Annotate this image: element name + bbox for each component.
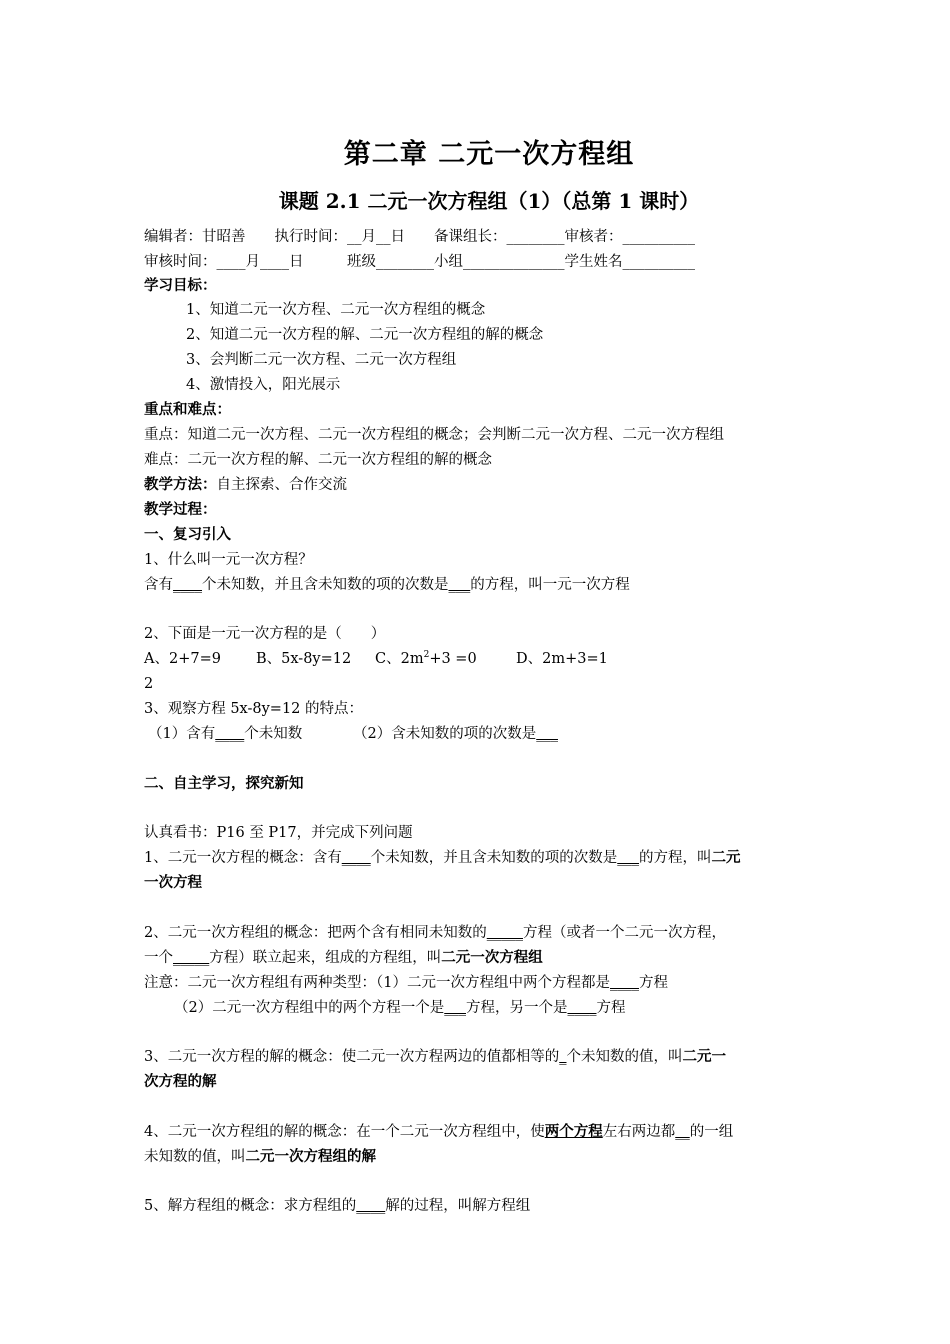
method-line [144, 475, 347, 495]
goal-item: 2、知道二元一次方程的解、二元一次方程组的解的概念 [186, 327, 544, 343]
text: 3、二元一次方程的解的概念：使二元一次方程两边的值都相等的 [144, 1049, 560, 1065]
text: 含有 [144, 577, 173, 593]
text: 解的过程，叫解方程组 [385, 1198, 531, 1214]
text: 1、二元一次方程的概念：含有 [144, 850, 342, 866]
concept-1-cont: 一次方程 [144, 874, 202, 891]
text: C、2m [375, 651, 424, 667]
meta-line-1: 编辑者：甘昭善 执行时间：__月__日 备课组长：________审核者：__________ [144, 229, 695, 245]
blank: ___ [448, 577, 471, 593]
concept-4-cont [144, 1147, 376, 1167]
blank: _____ [173, 950, 210, 966]
concept-5 [144, 1196, 530, 1216]
blank: ____ [609, 975, 639, 991]
concept-4 [144, 1122, 733, 1142]
concept-3 [144, 1047, 726, 1067]
text: 个未知数，并且含未知数的项的次数是 [370, 850, 618, 866]
text: 方程，另一个是 [465, 1000, 568, 1016]
goal-item: 3、会判断二元一次方程、二元一次方程组 [186, 352, 457, 368]
option-b: B、5x-8y=12 [256, 651, 352, 667]
text: 一个 [144, 950, 173, 966]
text: 方程（或者一个二元一次方程， [522, 925, 726, 941]
option-a: A、2+7=9 [144, 651, 221, 667]
text: +3 =0 [429, 651, 477, 667]
text: 2、二元一次方程组的概念：把两个含有相同未知数的 [144, 925, 487, 941]
text: 左右两边都 [602, 1124, 676, 1140]
stray-text: 2 [144, 676, 154, 692]
blank: ___ [617, 850, 639, 866]
text: 5、解方程组的概念：求方程组的 [144, 1198, 357, 1214]
text: 方程 [596, 1000, 626, 1016]
goals-heading: 学习目标： [144, 277, 217, 294]
blank: ___ [536, 726, 558, 742]
text: 的方程，叫一元一次方程 [470, 577, 630, 593]
goal-item: 4、激情投入，阳光展示 [186, 377, 341, 393]
text: 4、二元一次方程组的解的概念：在一个二元一次方程组中，使 [144, 1124, 545, 1140]
bold-term: 两个方程 [544, 1123, 603, 1140]
text: 的方程，叫 [638, 850, 712, 866]
text: 未知数的值，叫 [144, 1149, 246, 1165]
chapter-title: 第二章 二元一次方程组 [343, 139, 635, 170]
blank: ___ [444, 1000, 466, 1016]
text: 的一组 [689, 1124, 734, 1140]
text: （1）含有 [148, 726, 216, 742]
bold-term: 二元一次方程组的解 [245, 1148, 376, 1165]
process-heading: 教学过程： [144, 501, 217, 518]
blank: ____ [567, 1000, 597, 1016]
text: 方程）联立起来，组成的方程组，叫 [209, 950, 442, 966]
concept-1 [144, 848, 740, 868]
note-line-1 [144, 973, 668, 993]
bold-term: 二元一 [682, 1048, 726, 1065]
text: 个未知数，并且含未知数的项的次数是 [202, 577, 449, 593]
method-label: 教学方法： [144, 476, 217, 493]
goal-item: 1、知道二元一次方程、二元一次方程组的概念 [186, 302, 486, 318]
question-3-answer [148, 724, 558, 744]
text: 个未知数的值，叫 [566, 1049, 683, 1065]
question-3: 3、观察方程 5x-8y=12 的特点： [144, 701, 364, 717]
blank: ____ [341, 850, 371, 866]
text: （2）二元一次方程组中的两个方程一个是 [174, 1000, 445, 1016]
lesson-title: 课题 2.1 二元一次方程组（1）（总第 1 课时） [278, 189, 700, 213]
question-2: 2、下面是一元一次方程的是（ ） [144, 626, 386, 642]
blank: ____ [215, 726, 245, 742]
section1-heading: 一、复习引入 [144, 526, 231, 543]
blank: ____ [356, 1198, 386, 1214]
option-c [375, 649, 477, 669]
difficult-point: 难点：二元一次方程的解、二元一次方程组的解的概念 [144, 452, 492, 468]
text: 注意：二元一次方程组有两种类型：（1）二元一次方程组中两个方程都是 [144, 975, 610, 991]
option-d: D、2m+3=1 [516, 651, 608, 667]
concept-2 [144, 923, 726, 943]
blank: ____ [173, 577, 202, 593]
method-text: 自主探索、合作交流 [216, 477, 347, 493]
question-1-answer [144, 575, 630, 595]
concept-2-cont [144, 948, 543, 968]
text: 方程 [638, 975, 668, 991]
section2-heading: 二、自主学习，探究新知 [144, 775, 304, 792]
key-point: 重点：知道二元一次方程、二元一次方程组的概念；会判断二元一次方程、二元一次方程组 [144, 427, 724, 443]
bold-term: 二元一次方程组 [441, 949, 543, 966]
read-instruction: 认真看书：P16 至 P17，并完成下列问题 [144, 825, 413, 841]
concept-3-cont: 次方程的解 [144, 1073, 217, 1090]
text: 个未知数 （2）含未知数的项的次数是 [244, 726, 537, 742]
superscript: 2 [423, 650, 430, 661]
bold-term: 二元 [711, 849, 741, 866]
blank: _____ [486, 925, 523, 941]
note-line-2 [174, 998, 625, 1018]
blank: _ [559, 1049, 567, 1065]
meta-line-2: 审核时间：____月____日 班级________小组______________学生姓名__________ [144, 254, 695, 270]
blank: __ [675, 1124, 690, 1140]
key-heading: 重点和难点： [144, 401, 231, 418]
question-1: 1、什么叫一元一次方程？ [144, 552, 313, 568]
